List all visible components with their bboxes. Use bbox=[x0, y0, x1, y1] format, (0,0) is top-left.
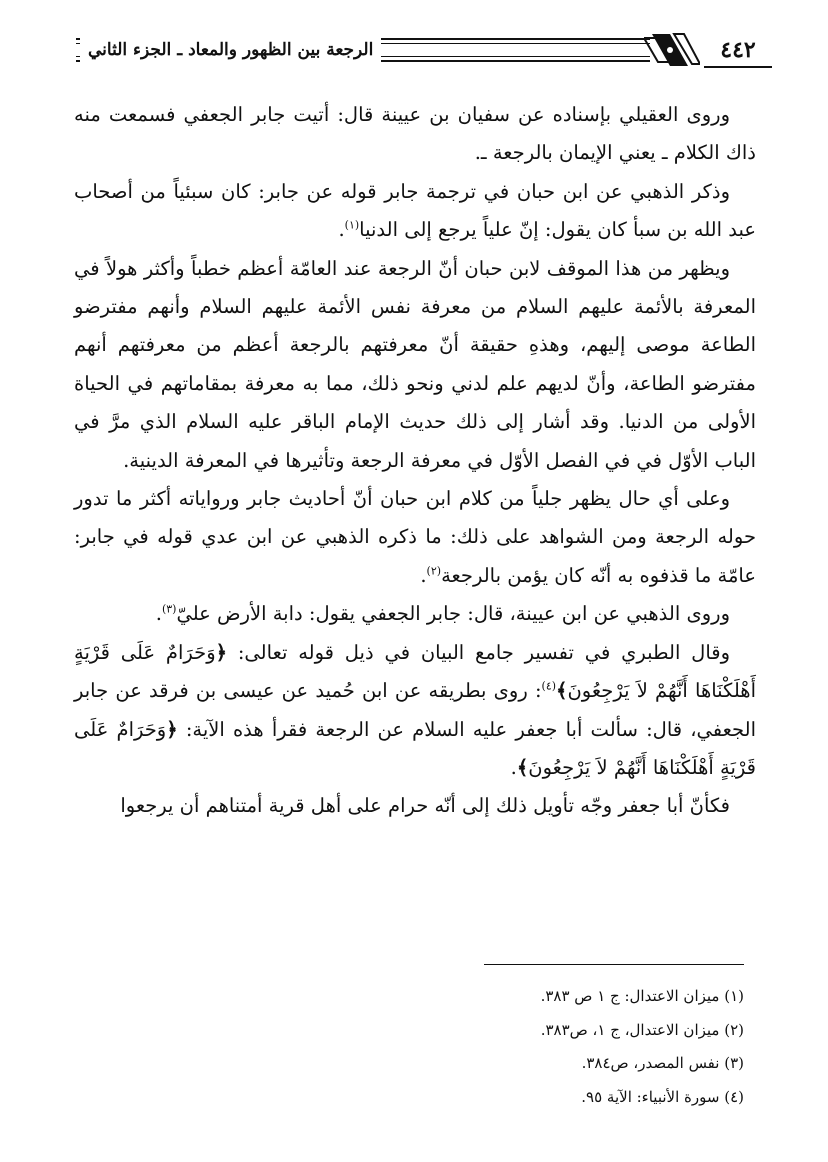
paragraph-text: وروى الذهبي عن ابن عيينة، قال: جابر الجعفي يقول: دابة الأرض عليّ bbox=[176, 602, 730, 626]
paragraph-text: فكأنّ أبا جعفر وجّه تأويل ذلك إلى أنّه حرام على أهل قرية أمتناهم أن يرجعوا bbox=[120, 794, 730, 818]
page-header bbox=[76, 30, 772, 74]
footnote-ref: (٤) bbox=[541, 679, 557, 693]
paragraph: وعلى أي حال يظهر جلياً من كلام ابن حبان أنّ أحاديث جابر ورواياته أكثر ما تدور حوله الرجعة ومن الشواهد على ذلك: ما ذكره الذهبي عن ابن عدي قوله في جابر: عامّة ما قذفوه به أنّه كان يؤمن بالرجعة$^{(٢)}$. bbox=[74, 487, 756, 587]
quran-verse: وَحَرَامٌ عَلَى قَرْيَةٍ أَهْلَكْنَاهَا أَنَّهُمْ لاَ يَرْجِعُونَ bbox=[74, 640, 756, 703]
header-ornament-icon bbox=[644, 30, 700, 70]
quran-verse-repeat: وَحَرَامٌ عَلَى قَرْيَةٍ أَهْلَكْنَاهَا أَنَّهُمْ لاَ يَرْجِعُونَ bbox=[74, 717, 756, 779]
paragraph bbox=[74, 787, 756, 825]
running-title: الرجعة بين الظهور والمعاد ـ الجزء الثاني bbox=[80, 36, 381, 64]
footnotes bbox=[244, 980, 744, 1114]
paragraph-text: وعلى أي حال يظهر جلياً من كلام ابن حبان أنّ أحاديث جابر ورواياته أكثر ما تدور حوله الرجعة ومن الشواهد على ذلك: ما ذكره الذهبي عن ابن عدي قوله في جابر: عامّة ما قذفوه به أنّه كان يؤمن بالرجعة bbox=[74, 487, 756, 587]
main-text bbox=[74, 96, 756, 826]
footnote-ref: (١) bbox=[344, 218, 360, 232]
page-number: ٤٤٢ bbox=[704, 34, 772, 68]
paragraph bbox=[74, 250, 756, 480]
paragraph: وقال الطبري في تفسير جامع البيان في ذيل قوله تعالى: ﴿وَحَرَامٌ عَلَى قَرْيَةٍ أَهْلَكْنَاهَا أَنَّهُمْ لاَ يَرْجِعُونَ﴾$^{(٤)}$: روى بطريقه عن ابن حُميد عن عيسى بن فرقد عن جابر الجعفي، قال: سألت أبا جعفر عليه السلام عن الرجعة فقرأ هذه الآية: ﴿وَحَرَامٌ عَلَى قَرْيَةٍ أَهْلَكْنَاهَا أَنَّهُمْ لاَ يَرْجِعُونَ﴾. bbox=[74, 640, 756, 779]
paragraph-text: : روى بطريقه عن ابن حُميد عن عيسى بن فرقد عن جابر الجعفي، قال: سألت أبا جعفر عليه السلام عن الرجعة فقرأ هذه الآية: bbox=[74, 679, 756, 741]
footnote: (٤) سورة الأنبياء: الآية ٩٥. bbox=[581, 1087, 744, 1106]
quran-close-bracket: ﴾ bbox=[556, 679, 568, 703]
paragraph: وذكر الذهبي عن ابن حبان في ترجمة جابر قوله عن جابر: كان سبئياً من أصحاب عبد الله بن سبأ كان يقول: إنّ علياً يرجع إلى الدنيا$^{(١)}$. bbox=[74, 179, 756, 242]
paragraph bbox=[74, 96, 756, 173]
paragraph-text: وذكر الذهبي عن ابن حبان في ترجمة جابر قوله عن جابر: كان سبئياً من أصحاب عبد الله بن سبأ كان يقول: إنّ علياً يرجع إلى الدنيا bbox=[74, 179, 756, 242]
paragraph-text: وقال الطبري في تفسير جامع البيان في ذيل قوله تعالى: bbox=[237, 640, 730, 664]
footnote-ref: (٢) bbox=[426, 564, 442, 578]
paragraph-text: ويظهر من هذا الموقف لابن حبان أنّ الرجعة عند العامّة أعظم خطباً وأكثر هولاً في المعرفة بالأئمة عليهم السلام من معرفة نفس الأئمة عليهم السلام وأنهم مفترضو الطاعة موصى إليهم، وهذهِ حقيقة أنّ معرفتهم بالرجعة أعظم من معرفتهم أنهم مفترضو الطاعة، وأنّ لديهم علم لدني ونحو ذلك، مما به معرفة بمقاماتهم في الحياة الأولى من الدنيا. وقد أشار إلى ذلك حديث الإمام الباقر عليه السلام الذي مرَّ في الباب الأوّل في في الفصل الأوّل في معرفة الرجعة وتأثيرها في المعرفة الدينية. bbox=[74, 256, 756, 472]
quran-open-bracket: ﴿ bbox=[215, 640, 228, 664]
footnote: (٣) نفس المصدر، ص٣٨٤. bbox=[581, 1054, 744, 1072]
quran-close-bracket: ﴾ bbox=[516, 755, 529, 779]
footnote-ref: (٣) bbox=[161, 602, 177, 616]
footnote: (١) ميزان الاعتدال: ج ١ ص ٣٨٣. bbox=[540, 987, 744, 1005]
footnote-separator bbox=[484, 964, 744, 965]
quran-open-bracket: ﴿ bbox=[166, 717, 178, 741]
footnote: (٢) ميزان الاعتدال، ج ١، ص٣٨٣. bbox=[540, 1020, 744, 1039]
paragraph-text: وروى العقيلي بإسناده عن سفيان بن عيينة قال: أتيت جابر الجعفي فسمعت منه ذاك الكلام ـ يعني الإيمان بالرجعة ـ. bbox=[74, 103, 756, 165]
paragraph: وروى الذهبي عن ابن عيينة، قال: جابر الجعفي يقول: دابة الأرض عليّ$^{(٣)}$. bbox=[155, 602, 730, 626]
